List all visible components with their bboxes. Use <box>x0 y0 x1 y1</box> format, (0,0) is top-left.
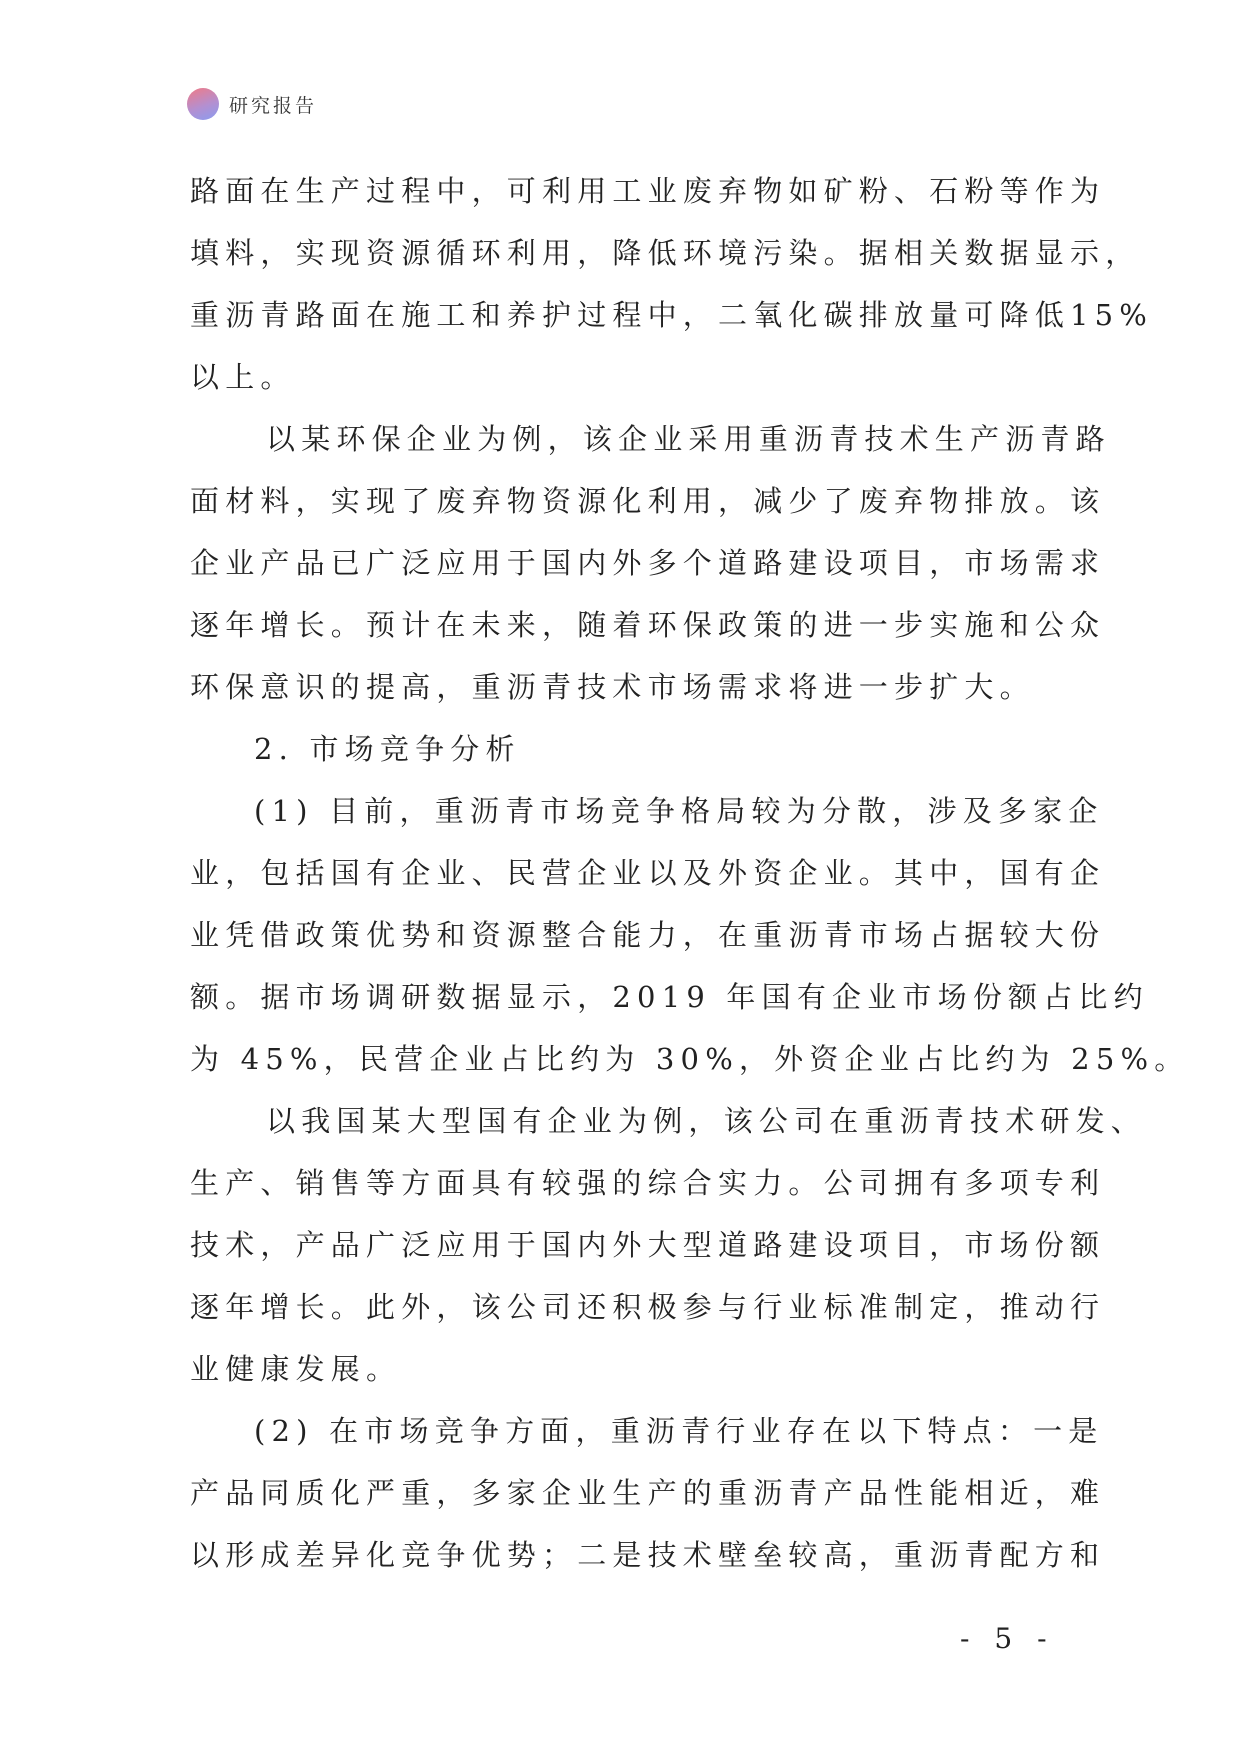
text-line: 填料，实现资源循环利用，降低环境污染。据相关数据显示， <box>190 236 1141 270</box>
text-line: 产品同质化严重，多家企业生产的重沥青产品性能相近，难 <box>190 1476 1106 1510</box>
paragraph-start: 以某环保企业为例，该企业采用重沥青技术生产沥青路 <box>266 422 1111 456</box>
text-line: 业健康发展。 <box>190 1352 402 1386</box>
paragraph-start: (2) 在市场竞争方面，重沥青行业存在以下特点：一是 <box>254 1414 1104 1448</box>
text-line: 技术，产品广泛应用于国内外大型道路建设项目，市场份额 <box>190 1228 1106 1262</box>
page-number: - 5 - <box>960 1622 1055 1655</box>
text-line: 业，包括国有企业、民营企业以及外资企业。其中，国有企 <box>190 856 1106 890</box>
text-line: 面材料，实现了废弃物资源化利用，减少了废弃物排放。该 <box>190 484 1106 518</box>
logo-icon <box>187 88 219 120</box>
text-line: 企业产品已广泛应用于国内外多个道路建设项目，市场需求 <box>190 546 1106 580</box>
text-line: 以形成差异化竞争优势；二是技术壁垒较高，重沥青配方和 <box>190 1538 1106 1572</box>
paragraph-start: 以我国某大型国有企业为例，该公司在重沥青技术研发、 <box>266 1104 1147 1138</box>
text-line: 为 45%，民营企业占比约为 30%，外资企业占比约为 25%。 <box>190 1042 1190 1076</box>
header-title: 研究报告 <box>229 94 318 117</box>
text-line: 以上。 <box>190 360 296 394</box>
text-line: 额。据市场调研数据显示，2019 年国有企业市场份额占比约 <box>190 980 1149 1014</box>
text-line: 重沥青路面在施工和养护过程中，二氧化碳排放量可降低15% <box>190 298 1154 332</box>
text-line: 逐年增长。此外，该公司还积极参与行业标准制定，推动行 <box>190 1290 1106 1324</box>
section-heading: 2. 市场竞争分析 <box>254 732 521 766</box>
text-line: 路面在生产过程中，可利用工业废弃物如矿粉、石粉等作为 <box>190 174 1106 208</box>
report-header <box>187 88 317 120</box>
paragraph-start: (1) 目前，重沥青市场竞争格局较为分散，涉及多家企 <box>254 794 1104 828</box>
document-body <box>190 160 1190 1586</box>
text-line: 生产、销售等方面具有较强的综合实力。公司拥有多项专利 <box>190 1166 1106 1200</box>
text-line: 逐年增长。预计在未来，随着环保政策的进一步实施和公众 <box>190 608 1106 642</box>
text-line: 业凭借政策优势和资源整合能力，在重沥青市场占据较大份 <box>190 918 1106 952</box>
text-line: 环保意识的提高，重沥青技术市场需求将进一步扩大。 <box>190 670 1035 704</box>
